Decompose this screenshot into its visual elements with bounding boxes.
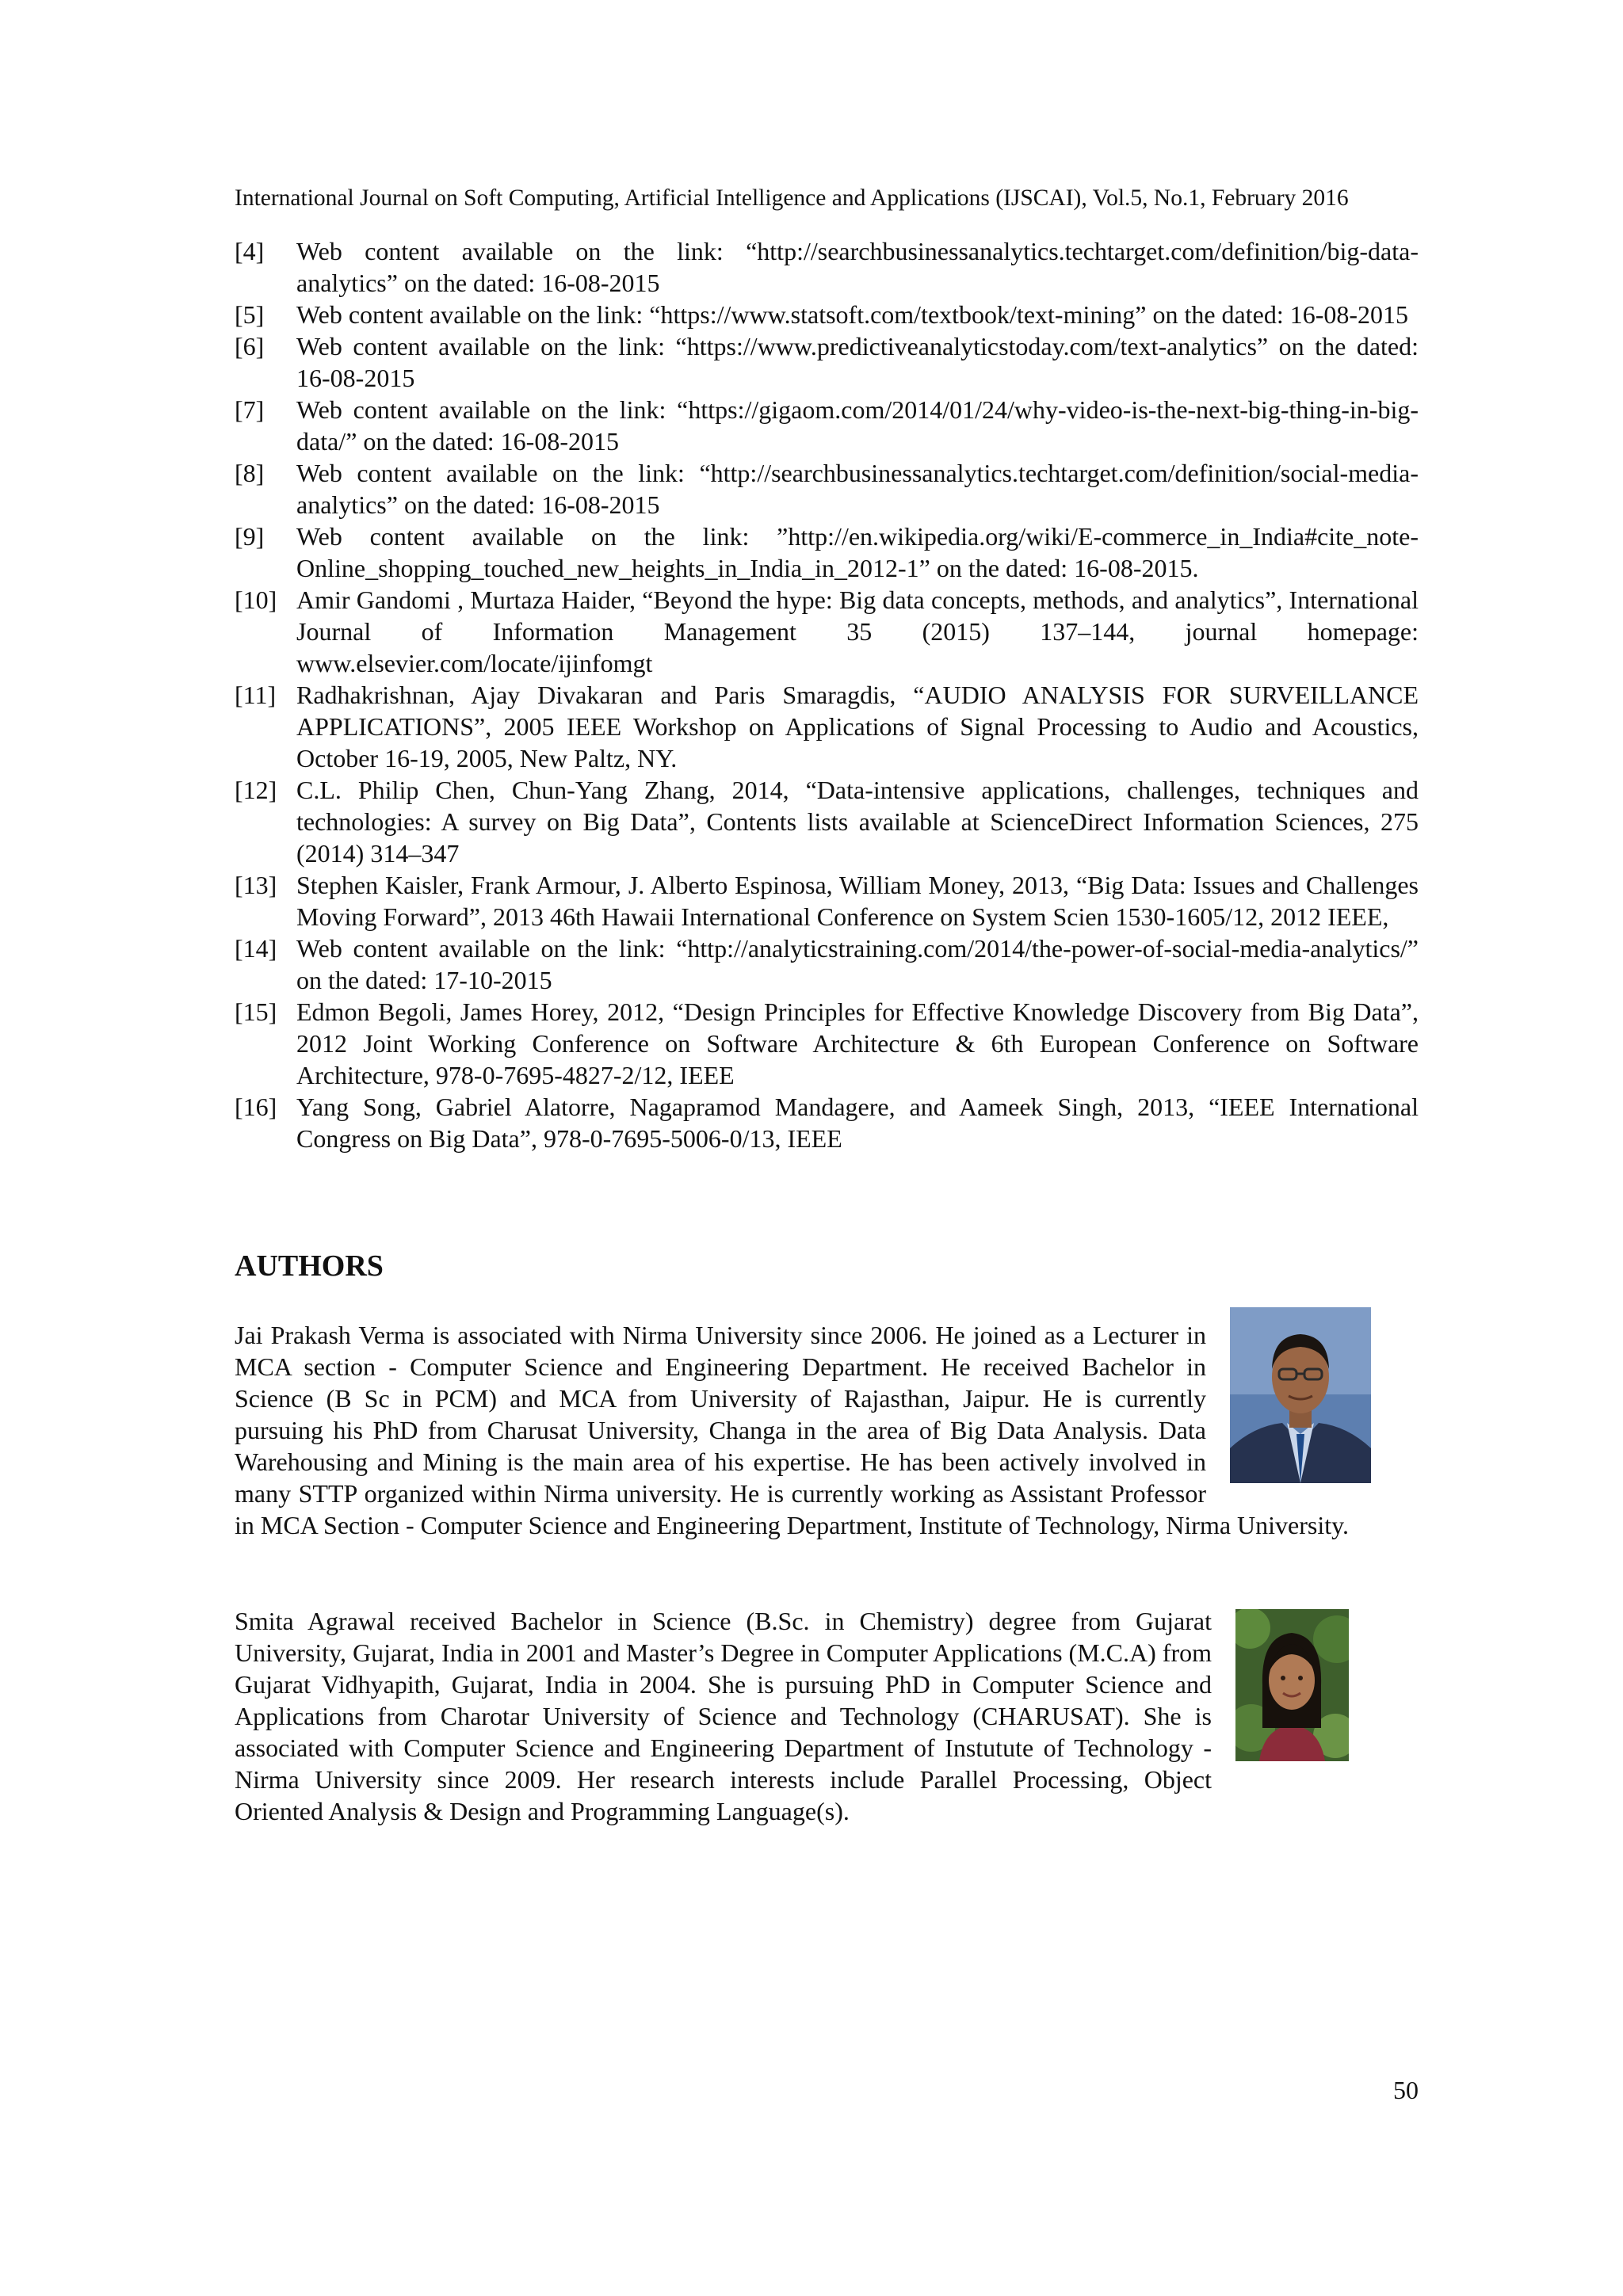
reference-text: Web content available on the link: “http://analyticstraining.com/2014/the-power-of-social-media-analytics/” on the dated: 17-10-2015 [296,934,1419,994]
author-photo [1235,1609,1349,1761]
author-bio [235,1319,1419,1541]
reference-item [235,394,1419,457]
reference-item [235,584,1419,679]
reference-text: Amir Gandomi , Murtaza Haider, “Beyond the hype: Big data concepts, methods, and analytics”, International Journal of Information Management 35 (2015) 137–144, journal homepage: www.elsevier.com/locate/ijinfomgt [296,585,1419,677]
author-bio-text: Jai Prakash Verma is associated with Nirma University since 2006. He joined as a Lecturer in MCA section - Computer Science and Engineering Department. He received Bachelor in Science (B Sc in PCM) and MCA from University of Rajasthan, Jaipur. He is currently pursuing his PhD from Charusat University, Changa in the area of Big Data Analysis. Data Warehousing and Mining is the main area of his expertise. He has been actively involved in many STTP organized within Nirma university. He is currently working as Assistant Professor in MCA Section - Computer Science and Engineering Department, Institute of Technology, Nirma University. [235,1321,1350,1539]
reference-item [235,299,1419,330]
reference-number: [9] [235,522,265,551]
reference-item [235,235,1419,299]
author-bio-text: Smita Agrawal received Bachelor in Science (B.Sc. in Chemistry) degree from Gujarat University, Gujarat, India in 2001 and Master’s Degree in Computer Applications (M.C.A) from Gujarat Vidhyapith, Gujarat, India in 2004. She is pursuing PhD in Computer Science and Applications from Charotar University of Science and Technology (CHARUSAT). She is associated with Computer Science and Engineering Department of Instutute of Technology - Nirma University since 2009. Her research interests include Parallel Processing, Object Oriented Analysis & Design and Programming Language(s). [235,1607,1212,1825]
running-header: International Journal on Soft Computing, Artificial Intelligence and Applications (IJSCAI), Vol.5, No.1, February 2016 [235,185,1349,211]
reference-item [235,679,1419,774]
author-photo [1230,1307,1371,1483]
reference-number: [10] [235,585,277,614]
reference-number: [5] [235,300,265,329]
page-number: 50 [1393,2076,1419,2104]
reference-item [235,330,1419,394]
reference-number: [14] [235,934,277,963]
reference-list [235,235,1419,1154]
reference-text: C.L. Philip Chen, Chun-Yang Zhang, 2014, “Data-intensive applications, challenges, techniques and technologies: A survey on Big Data”, Contents lists available at ScienceDirect Information Sciences, 275 (2014) 314–347 [296,776,1419,868]
reference-number: [8] [235,459,265,487]
authors-heading: AUTHORS [235,1249,384,1283]
reference-text: Web content available on the link: “http://searchbusinessanalytics.techtarget.com/definition/big-data-analytics” on the dated: 16-08-2015 [296,237,1419,297]
reference-item [235,1091,1419,1154]
reference-number: [7] [235,395,265,424]
reference-number: [15] [235,997,277,1026]
reference-text: Web content available on the link: ”http://en.wikipedia.org/wiki/E-commerce_in_India#cite_note-Online_shopping_touched_new_heights_in_India_in_2012-1” on the dated: 16-08-2015. [296,522,1419,582]
reference-number: [11] [235,681,277,709]
reference-text: Web content available on the link: “https://gigaom.com/2014/01/24/why-video-is-the-next-big-thing-in-big-data/” on the dated: 16-08-2015 [296,395,1419,456]
reference-text: Edmon Begoli, James Horey, 2012, “Design Principles for Effective Knowledge Discovery from Big Data”, 2012 Joint Working Conference on Software Architecture & 6th European Conference on Software Architecture, 978-0-7695-4827-2/12, IEEE [296,997,1419,1089]
reference-number: [16] [235,1093,277,1121]
reference-number: [4] [235,237,265,265]
reference-text: Stephen Kaisler, Frank Armour, J. Alberto Espinosa, William Money, 2013, “Big Data: Issues and Challenges Moving Forward”, 2013 46th Hawaii International Conference on System Scien 1530-1605/12, 2012 IEEE, [296,871,1419,931]
reference-text: Web content available on the link: “http://searchbusinessanalytics.techtarget.com/definition/social-media-analytics” on the dated: 16-08-2015 [296,459,1419,519]
reference-item [235,774,1419,869]
reference-item [235,996,1419,1091]
reference-item [235,521,1419,584]
reference-text: Yang Song, Gabriel Alatorre, Nagapramod Mandagere, and Aameek Singh, 2013, “IEEE International Congress on Big Data”, 978-0-7695-5006-0/13, IEEE [296,1093,1419,1153]
reference-number: [6] [235,332,265,360]
reference-text: Web content available on the link: “https://www.statsoft.com/textbook/text-mining” on the dated: 16-08-2015 [296,300,1409,329]
reference-item [235,457,1419,521]
reference-text: Radhakrishnan, Ajay Divakaran and Paris Smaragdis, “AUDIO ANALYSIS FOR SURVEILLANCE APPLICATIONS”, 2005 IEEE Workshop on Applications of Signal Processing to Audio and Acoustics, October 16-19, 2005, New Paltz, NY. [296,681,1419,772]
reference-text: Web content available on the link: “https://www.predictiveanalyticstoday.com/text-analytics” on the dated: 16-08-2015 [296,332,1419,392]
reference-number: [12] [235,776,277,804]
reference-number: [13] [235,871,277,899]
author-bio [235,1605,1419,1827]
reference-item [235,869,1419,933]
reference-item [235,933,1419,996]
